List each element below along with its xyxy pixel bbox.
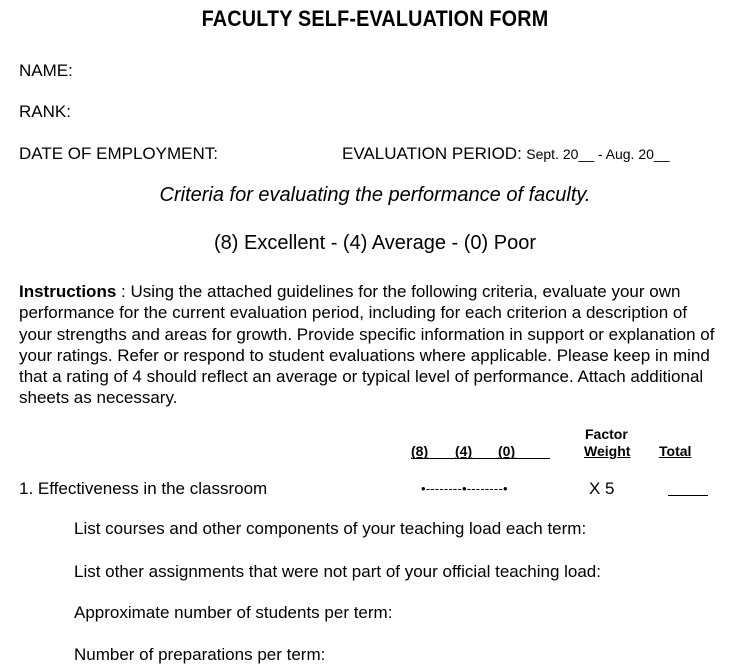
sub-item-students: Approximate number of students per term: xyxy=(74,603,393,622)
rating-scale-marks: •--------•--------• xyxy=(421,481,508,496)
date-of-employment-label: DATE OF EMPLOYMENT: xyxy=(19,144,218,163)
sub-item-preparations: Number of preparations per term: xyxy=(74,645,326,664)
criteria-heading: Criteria for evaluating the performance of faculty. xyxy=(159,184,591,206)
instructions-paragraph xyxy=(19,281,719,409)
weight-header: Weight xyxy=(584,443,631,459)
rating-4-header: (4) xyxy=(455,443,473,459)
rank-label: RANK: xyxy=(19,102,71,121)
form-title: FACULTY SELF-EVALUATION FORM xyxy=(201,6,549,31)
weight-value: X 5 xyxy=(589,479,615,498)
evaluation-period xyxy=(342,144,669,164)
total-header: Total xyxy=(659,443,692,459)
total-blank[interactable] xyxy=(668,495,708,496)
rating-header-underline xyxy=(411,458,550,459)
factor-header: Factor xyxy=(585,426,628,442)
sub-item-courses: List courses and other components of your teaching load each term: xyxy=(74,519,587,538)
instructions-text: : Using the attached guidelines for the following criteria, evaluate your own performance for the current evaluation period, including for each criterion a description of your strengths and areas for growth. Provide specific information in support or explanation of your ratings. Refer or respond to student evaluations where applicable. Please keep in mind that a rating of 4 should reflect an average or typical level of performance. Attach additional sheets as necessary. xyxy=(19,282,715,408)
rating-scale: (8) Excellent - (4) Average - (0) Poor xyxy=(214,232,536,254)
name-label: NAME: xyxy=(19,61,73,80)
instructions-label: Instructions xyxy=(19,282,117,301)
criterion-effectiveness-label: 1. Effectiveness in the classroom xyxy=(19,479,268,498)
evaluation-period-label: EVALUATION PERIOD: xyxy=(342,144,522,163)
rating-0-header: (0) xyxy=(498,443,516,459)
evaluation-period-value: Sept. 20__ - Aug. 20__ xyxy=(526,146,670,162)
rating-8-header: (8) xyxy=(411,443,429,459)
sub-item-other-assignments: List other assignments that were not part of your official teaching load: xyxy=(74,562,601,581)
